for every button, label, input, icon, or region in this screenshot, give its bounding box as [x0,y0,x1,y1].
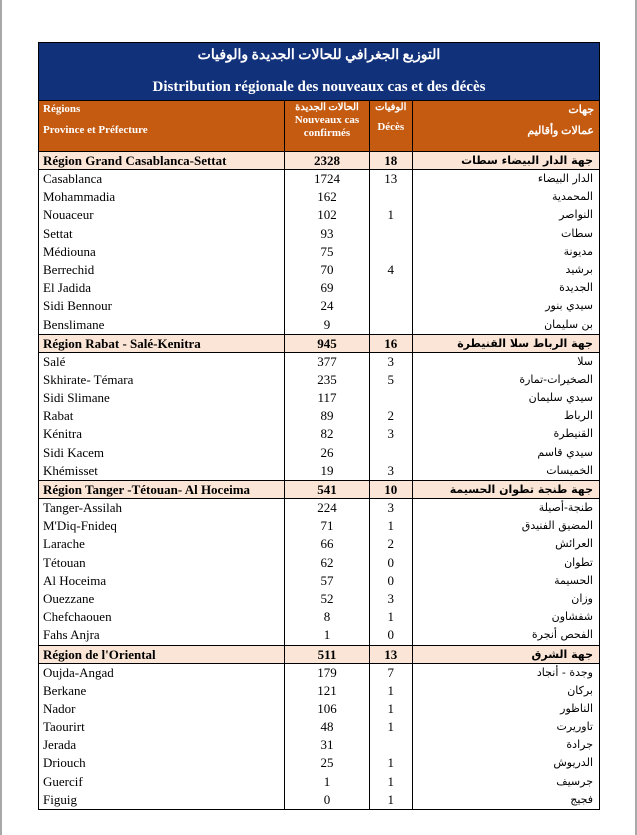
page-border-left [0,0,2,835]
place-name-fr: Rabat [39,407,285,425]
header-title-french: Distribution régionale des nouveaux cas et des décès [152,79,486,95]
place-name-ar: الفحص أنجرة [531,628,593,642]
new-cases-cell: 26 [285,444,370,462]
table-row [39,170,599,188]
deaths-cell: 3 [370,462,413,480]
table-row [39,407,599,425]
table-row [39,664,599,682]
new-cases-cell: 82 [285,425,370,443]
new-cases-cell: 541 [285,481,370,498]
place-name-fr: Sidi Kacem [39,444,285,462]
place-name-ar: الرباط [563,409,593,423]
table-row [39,371,599,389]
place-name-fr: Région de l'Oriental [39,646,285,663]
table-row [39,718,599,736]
place-name-fr: Ouezzane [39,590,285,608]
table-row [39,316,599,334]
deaths-cell: 1 [370,754,413,772]
table-row [39,462,599,480]
deaths-cell [370,389,413,407]
place-name-ar: الدار البيضاء [537,172,593,185]
table-row [39,389,599,407]
place-name-ar: طنجة-أصيلة [538,501,593,514]
deaths-cell: 5 [370,371,413,389]
place-name-fr: Région Grand Casablanca-Settat [39,152,285,169]
deaths-cell: 1 [370,682,413,700]
place-name-ar: بن سليمان [544,317,593,331]
place-name-fr: Benslimane [39,316,285,334]
new-cases-cell: 117 [285,389,370,407]
place-name-fr: Sidi Bennour [39,297,285,315]
place-name-fr: Casablanca [39,170,285,188]
new-cases-cell: 25 [285,754,370,772]
deaths-label-fr: Décès [377,121,405,133]
deaths-cell: 0 [370,572,413,590]
deaths-cell: 0 [370,554,413,572]
place-name-ar: جهة الشرق [531,647,593,661]
place-name-fr: Tanger-Assilah [39,499,285,517]
deaths-cell [370,243,413,261]
place-name-ar: سيدي قاسم [537,445,593,459]
table-row [39,554,599,572]
distribution-table [38,101,600,810]
table-row [39,608,599,626]
place-name-fr: Kénitra [39,425,285,443]
place-name-ar: بركان [567,683,593,697]
deaths-cell [370,297,413,315]
new-cases-cell: 69 [285,279,370,297]
place-name-fr: Figuig [39,791,285,809]
deaths-cell: 10 [370,481,413,498]
place-name-ar: وزان [571,591,593,605]
deaths-cell: 3 [370,499,413,517]
place-name-ar: سلا [577,354,593,368]
place-name-fr: M'Diq-Fnideq [39,517,285,535]
place-name-ar: القنيطرة [553,427,593,441]
place-name-fr: Larache [39,535,285,553]
place-name-ar: سيدي سليمان [528,391,593,405]
deaths-cell [370,736,413,754]
table-row [39,590,599,608]
deaths-cell [370,444,413,462]
place-name-ar: تطوان [564,555,593,569]
place-name-ar: العرائش [555,537,593,551]
place-name-ar: سيدي بنور [545,299,593,313]
deaths-cell: 2 [370,535,413,553]
table-row [39,279,599,297]
region-row [39,645,599,664]
place-name-ar: جرادة [566,738,593,752]
new-cases-cell: 57 [285,572,370,590]
deaths-cell: 1 [370,791,413,809]
region-row [39,334,599,353]
place-name-ar: سطات [561,226,593,240]
new-cases-cell: 24 [285,297,370,315]
deaths-cell: 1 [370,718,413,736]
place-name-ar: جهة الرباط سلا القنيطرة [457,336,593,350]
place-name-ar: الدريوش [553,756,593,770]
new-cases-cell: 52 [285,590,370,608]
table-row [39,535,599,553]
table-row [39,499,599,517]
place-name-fr: Berkane [39,682,285,700]
new-cases-cell: 93 [285,225,370,243]
new-cases-cell: 511 [285,646,370,663]
table-row [39,243,599,261]
place-name-ar: مديونة [563,244,593,258]
place-name-fr: Chefchaouen [39,608,285,626]
column-header-regions-ar [413,101,599,151]
deaths-label-ar: الوفيات [375,102,407,113]
deaths-cell: 1 [370,773,413,791]
new-cases-cell: 66 [285,535,370,553]
deaths-cell: 1 [370,700,413,718]
cases-label-ar: الحالات الجديدة [295,102,359,113]
table-column-header [39,101,599,151]
header-title-arabic: التوزيع الجغرافي للحالات الجديدة والوفيات [197,48,441,63]
deaths-cell [370,316,413,334]
place-name-fr: Berrechid [39,261,285,279]
table-row [39,736,599,754]
new-cases-cell: 89 [285,407,370,425]
new-cases-cell: 48 [285,718,370,736]
deaths-cell [370,188,413,206]
table-row [39,261,599,279]
deaths-cell: 1 [370,608,413,626]
place-name-fr: Tétouan [39,554,285,572]
place-name-ar: شفشاون [551,610,593,624]
place-name-fr: Nador [39,700,285,718]
place-name-ar: وجدة - أنجاد [536,665,593,679]
place-name-ar: تاوريرت [556,720,593,734]
new-cases-cell: 224 [285,499,370,517]
deaths-cell: 1 [370,206,413,224]
place-name-ar: الخميسات [546,463,593,477]
deaths-cell: 3 [370,353,413,371]
place-name-fr: Guercif [39,773,285,791]
place-name-fr: Sidi Slimane [39,389,285,407]
new-cases-cell: 179 [285,664,370,682]
place-name-fr: El Jadida [39,279,285,297]
new-cases-cell: 71 [285,517,370,535]
regions-label-ar: جهات [568,104,594,116]
place-name-ar: جرسيف [556,774,593,788]
place-name-ar: النواصر [559,208,593,222]
table-body [39,151,599,809]
place-name-fr: Nouaceur [39,206,285,224]
deaths-cell: 0 [370,626,413,644]
new-cases-cell: 162 [285,188,370,206]
deaths-cell: 13 [370,646,413,663]
place-name-fr: Région Tanger -Tétouan- Al Hoceima [39,481,285,498]
new-cases-cell: 0 [285,791,370,809]
place-name-fr: Région Rabat - Salé-Kenitra [39,335,285,352]
column-header-cases [285,101,370,151]
place-name-fr: Skhirate- Témara [39,371,285,389]
table-row [39,297,599,315]
deaths-cell: 7 [370,664,413,682]
province-label-ar: عمالات وأقاليم [527,125,594,137]
deaths-cell: 2 [370,407,413,425]
place-name-ar: المضيق الفنيدق [521,519,593,533]
table-row [39,353,599,371]
place-name-ar: جهة الدار البيضاء سطات [461,154,593,167]
region-row [39,151,599,170]
table-row [39,626,599,644]
place-name-ar: الصخيرات-تمارة [519,372,593,386]
new-cases-cell: 2328 [285,152,370,169]
table-row [39,754,599,772]
new-cases-cell: 62 [285,554,370,572]
place-name-fr: Jerada [39,736,285,754]
place-name-ar: برشيد [565,262,593,276]
table-row [39,188,599,206]
place-name-fr: Salé [39,353,285,371]
column-header-deaths [370,101,413,151]
place-name-ar: جهة طنجة تطوان الحسيمة [449,483,593,496]
place-name-ar: الجديدة [559,281,593,295]
new-cases-cell: 1724 [285,170,370,188]
place-name-fr: Driouch [39,754,285,772]
column-header-regions [39,101,285,151]
table-row [39,206,599,224]
new-cases-cell: 31 [285,736,370,754]
place-name-fr: Taourirt [39,718,285,736]
new-cases-cell: 121 [285,682,370,700]
deaths-cell: 18 [370,152,413,169]
new-cases-cell: 70 [285,261,370,279]
new-cases-cell: 235 [285,371,370,389]
deaths-cell: 16 [370,335,413,352]
deaths-cell: 3 [370,425,413,443]
place-name-fr: Khémisset [39,462,285,480]
table-row [39,791,599,809]
place-name-fr: Settat [39,225,285,243]
table-row [39,700,599,718]
new-cases-cell: 1 [285,773,370,791]
place-name-fr: Médiouna [39,243,285,261]
place-name-ar: فجيج [570,792,593,806]
table-row [39,773,599,791]
place-name-fr: Mohammadia [39,188,285,206]
place-name-ar: الناظور [560,701,593,715]
table-row [39,425,599,443]
deaths-cell: 4 [370,261,413,279]
place-name-fr: Al Hoceima [39,572,285,590]
cases-label-fr: Nouveaux cas confirmés [294,114,360,139]
place-name-ar: الحسيمة [554,573,593,587]
new-cases-cell: 377 [285,353,370,371]
deaths-cell: 13 [370,170,413,188]
table-row [39,682,599,700]
new-cases-cell: 102 [285,206,370,224]
document-header [38,42,600,101]
regions-label-fr: Régions [43,103,81,115]
new-cases-cell: 75 [285,243,370,261]
new-cases-cell: 9 [285,316,370,334]
table-row [39,572,599,590]
place-name-ar: المحمدية [552,190,593,204]
distribution-document [38,42,600,810]
new-cases-cell: 19 [285,462,370,480]
new-cases-cell: 945 [285,335,370,352]
place-name-fr: Oujda-Angad [39,664,285,682]
province-label-fr: Province et Préfecture [43,124,148,136]
region-row [39,480,599,499]
deaths-cell: 1 [370,517,413,535]
deaths-cell: 3 [370,590,413,608]
place-name-fr: Fahs Anjra [39,626,285,644]
deaths-cell [370,279,413,297]
table-row [39,444,599,462]
new-cases-cell: 106 [285,700,370,718]
new-cases-cell: 8 [285,608,370,626]
deaths-cell [370,225,413,243]
new-cases-cell: 1 [285,626,370,644]
table-row [39,225,599,243]
table-row [39,517,599,535]
